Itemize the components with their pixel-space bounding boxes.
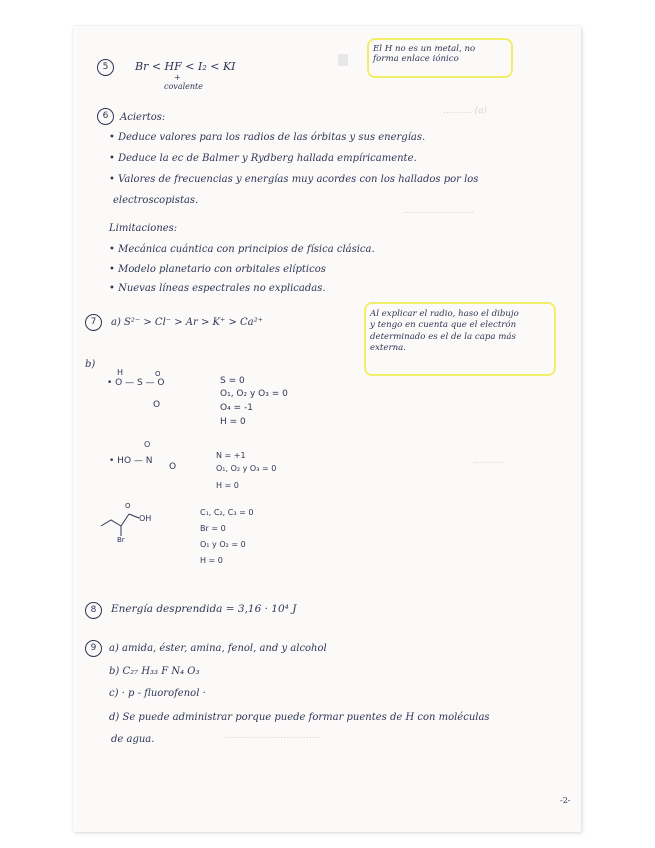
q7-b-label: b) <box>85 359 96 370</box>
q7-note-line-2: y tengo en cuenta que el electrón <box>370 320 517 331</box>
q5-highlight-note <box>367 38 513 78</box>
molecule-3-hydroxyl: OH <box>139 514 152 523</box>
acierto-item: • Valores de frecuencias y energías muy acordes con los hallados por los <box>109 174 479 185</box>
molecule-3-charge: Br = 0 <box>200 524 226 533</box>
q9-line-continued: de agua. <box>111 734 155 745</box>
q5-plus-mark: + <box>174 73 181 82</box>
acierto-item: • Deduce la ec de Balmer y Rydberg hallada empíricamente. <box>109 153 417 164</box>
molecule-1-charge: S = 0 <box>220 376 245 386</box>
acierto-item-continued: electroscopistas. <box>113 195 199 206</box>
molecule-1-atom-h: H <box>117 368 124 377</box>
q7-note-line-1: Al explicar el radio, haso el dibujo <box>370 309 519 319</box>
q5-note-line-1: El H no es un metal, no <box>373 44 476 54</box>
bleed-through: ........... <box>473 456 505 466</box>
molecule-1-oxygen-bottom: O <box>153 400 161 410</box>
molecule-1-charge: H = 0 <box>220 417 246 427</box>
molecule-3-bromine: Br <box>117 536 125 544</box>
q5-covalent-note: covalente <box>164 82 203 91</box>
molecule-3-charge: O₁ y O₂ = 0 <box>200 540 246 549</box>
question-9-number: 9 <box>85 640 102 657</box>
molecule-3-charge: H = 0 <box>200 556 223 565</box>
molecule-2-chain: • HO — N <box>109 456 153 466</box>
limitaciones-heading: Limitaciones: <box>109 223 178 234</box>
limitacion-item: • Nuevas líneas espectrales no explicadas. <box>109 283 326 294</box>
molecule-2-oxygen-top: O <box>144 440 151 449</box>
molecule-3-oxygen: O <box>125 502 131 510</box>
q9-line: d) Se puede administrar porque puede formar puentes de H con moléculas <box>109 712 490 723</box>
q5-order: Br < HF < I₂ < KI <box>135 60 236 73</box>
q7-note-line-3: determinado es el de la capa más <box>370 331 516 342</box>
q7-note-line-4: externa. <box>370 343 406 354</box>
page-mark <box>338 54 348 66</box>
aciertos-heading: Aciertos: <box>120 112 166 123</box>
molecule-1-oxygen-top: O <box>155 370 161 378</box>
molecule-1-charge: O₄ = -1 <box>220 403 253 413</box>
molecule-2-oxygen-right: O <box>169 462 177 472</box>
q7-a-order: a) S²⁻ > Cl⁻ > Ar > K⁺ > Ca²⁺ <box>111 317 263 328</box>
answer-sheet <box>73 26 581 832</box>
q5-note-line-2: forma enlace iónico <box>373 54 459 65</box>
molecule-3-charge: C₁, C₂, C₃ = 0 <box>200 508 254 517</box>
question-5-number: 5 <box>97 59 114 76</box>
molecule-2-charge: N = +1 <box>216 451 246 460</box>
q9-line: b) C₂₇ H₃₃ F N₄ O₃ <box>109 666 200 677</box>
limitacion-item: • Modelo planetario con orbitales elípticos <box>109 264 326 275</box>
q9-line: c) · p - fluorofenol · <box>109 688 206 699</box>
page-number: -2- <box>560 796 571 805</box>
bleed-through: ......................... <box>403 206 475 216</box>
q7-highlight-note <box>364 302 556 376</box>
molecule-1-chain: • O — S — O <box>107 378 165 388</box>
question-7-number: 7 <box>85 314 102 331</box>
molecule-2-charge: O₁, O₂ y O₃ = 0 <box>216 464 277 473</box>
question-6-number: 6 <box>97 108 114 125</box>
acierto-item: • Deduce valores para los radios de las órbitas y sus energías. <box>109 132 426 143</box>
limitacion-item: • Mecánica cuántica con principios de física clásica. <box>109 244 375 255</box>
molecule-2-charge: H = 0 <box>216 481 239 490</box>
q8-energy: Energía desprendida = 3,16 · 10⁴ J <box>111 603 297 615</box>
q9-line: a) amida, éster, amina, fenol, and y alcohol <box>109 643 327 654</box>
molecule-1-charge: O₁, O₂ y O₃ = 0 <box>220 389 288 399</box>
question-8-number: 8 <box>85 602 102 619</box>
bleed-through: .......... (a) <box>443 106 487 116</box>
bleed-through: .................................. <box>223 731 321 741</box>
